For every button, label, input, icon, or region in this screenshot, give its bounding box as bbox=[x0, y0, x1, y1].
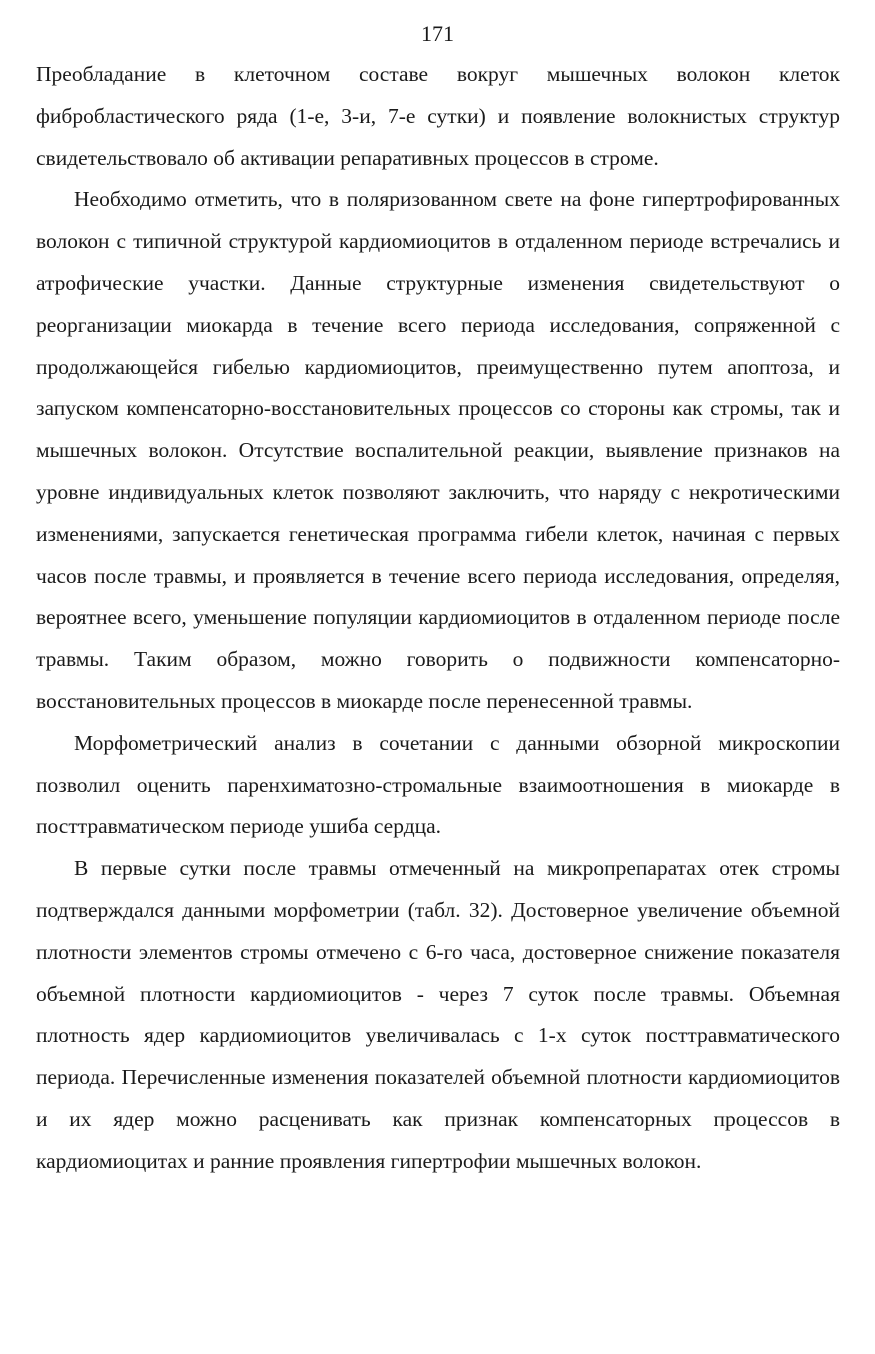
paragraph-4: В первые сутки после травмы отмеченный на микропрепаратах отек стромы подтверждался данными морфометрии (табл. 32). Достоверное увеличение объемной плотности элементов стромы отмечено с 6-го часа, достоверное снижение показателя объемной плотности кардиомиоцитов - через 7 суток после травмы. Объемная плотность ядер кардиомиоцитов увеличивалась с 1-х суток посттравматического периода. Перечисленные изменения показателей объемной плотности кардиомиоцитов и их ядер можно расценивать как признак компенсаторных процессов в кардиомиоцитах и ранние проявления гипертрофии мышечных волокон. bbox=[36, 856, 840, 1173]
paragraph-2: Необходимо отметить, что в поляризованном свете на фоне гипертрофированных волокон с типичной структурой кардиомиоцитов в отдаленном периоде встречались и атрофические участки. Данные структурные изменения свидетельствуют о реорганизации миокарда в течение всего периода исследования, сопряженной с продолжающейся гибелью кардиомиоцитов, преимущественно путем апоптоза, и запуском компенсаторно-восстановительных процессов со стороны как стромы, так и мышечных волокон. Отсутствие воспалительной реакции, выявление признаков на уровне индивидуальных клеток позволяют заключить, что наряду с некротическими изменениями, запускается генетическая программа гибели клеток, начиная с первых часов после травмы, и проявляется в течение всего периода исследования, определяя, вероятнее всего, уменьшение популяции кардиомиоцитов в отдаленном периоде после травмы. Таким образом, можно говорить о подвижности компенсаторно-восстановительных процессов в миокарде после перенесенной травмы. bbox=[36, 187, 840, 713]
paragraph-1: Преобладание в клеточном составе вокруг мышечных волокон клеток фибробластического ряда (1-е, 3-и, 7-е сутки) и появление волокнистых структур свидетельствовало об активации репаративных процессов в строме. bbox=[36, 62, 840, 170]
body-text bbox=[36, 54, 840, 1183]
page-number: 171 bbox=[421, 21, 454, 46]
paragraph-3: Морфометрический анализ в сочетании с данными обзорной микроскопии позволил оценить паренхиматозно-стромальные взаимоотношения в миокарде в посттравматическом периоде ушиба сердца. bbox=[36, 730, 840, 839]
